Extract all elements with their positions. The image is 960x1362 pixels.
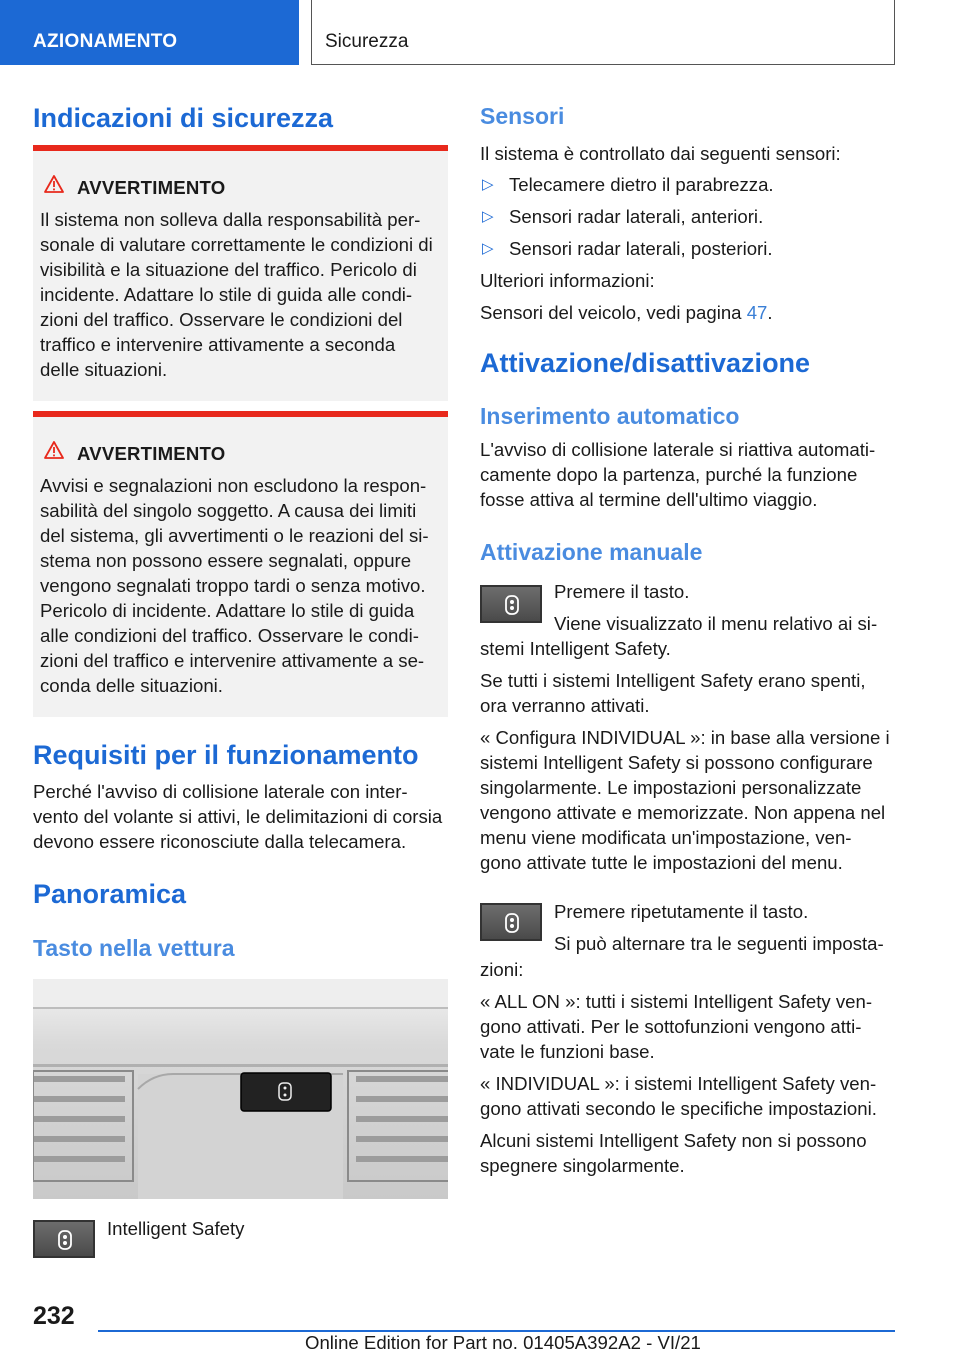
- alternate-text-cont: zioni:: [480, 959, 524, 980]
- more-info-label: Ulteriori informazioni:: [480, 270, 655, 291]
- press-key-text: Premere il tasto.: [554, 581, 690, 602]
- topic-header: Sicurezza: [311, 0, 895, 65]
- section-title-safety: Indicazioni di sicurezza: [33, 103, 334, 133]
- intelligent-safety-button-icon: [480, 585, 542, 623]
- intelligent-safety-button-icon: [33, 1220, 95, 1258]
- warning-text: Il sistema non solleva dalla responsabilità per- sonale di valutare correttamente le condizioni di visibilità e la situazione del traffico. Pericolo di incidente. Adattare lo stile di guida alle condi- zioni del traffico. Osservare le condizioni del traffico e intervenire attivamente a seconda delle situazioni.: [40, 209, 433, 380]
- dashboard-button-photo: [33, 979, 448, 1199]
- section-title-overview: Panoramica: [33, 879, 187, 909]
- warning-triangle-icon: [44, 175, 64, 193]
- subsection-title-button: Tasto nella vettura: [33, 935, 235, 961]
- all-off-text: Se tutti i sistemi Intelligent Safety erano spenti, ora verranno attivati.: [480, 670, 866, 716]
- warning-label: AVVERTIMENTO: [77, 177, 226, 198]
- requirements-text: Perché l'avviso di collisione laterale con inter- vento del volante si attivi, le delimitazioni di corsia devono essere riconosciute dalla telecamera.: [33, 781, 443, 852]
- intelligent-safety-button-icon: [480, 903, 542, 941]
- edition-note: Online Edition for Part no. 01405A392A2 - VI/21: [305, 1332, 701, 1353]
- configure-text: « Configura INDIVIDUAL »: in base alla versione i sistemi Intelligent Safety si possono configurare singolarmente. Le impostazioni personalizzate vengono attivate e memorizzate. Non appena nel menu viene modificata un'impostazione, ven- gono attivate tutte le impostazioni del menu.: [480, 727, 890, 873]
- triangle-bullet-icon: ▷: [482, 240, 494, 257]
- list-item: ▷ Telecamere dietro il parabrezza.: [482, 174, 774, 195]
- page-link[interactable]: 47: [746, 302, 768, 323]
- individual-text: « INDIVIDUAL »: i sistemi Intelligent Safety ven- gono attivati secondo le specifiche impostazioni.: [480, 1073, 877, 1119]
- warning-label: AVVERTIMENTO: [77, 443, 226, 464]
- auto-text: L'avviso di collisione laterale si riattiva automati- camente dopo la partenza, purché la funzione fosse attiva al termine dell'ultimo viaggio.: [480, 439, 876, 510]
- subsection-title-sensors: Sensori: [480, 103, 565, 129]
- some-systems-text: Alcuni sistemi Intelligent Safety non si possono spegnere singolarmente.: [480, 1130, 867, 1176]
- page-number: 232: [33, 1302, 75, 1330]
- subsection-title-auto: Inserimento automatico: [480, 403, 740, 429]
- section-title-requirements: Requisiti per il funzionamento: [33, 740, 419, 770]
- list-item: ▷ Sensori radar laterali, anteriori.: [482, 206, 764, 227]
- triangle-bullet-icon: ▷: [482, 208, 494, 225]
- press-repeat-text: Premere ripetutamente il tasto.: [554, 901, 809, 922]
- warning-triangle-icon: [44, 441, 64, 459]
- menu-shown-text: Viene visualizzato il menu relativo ai si-: [554, 613, 878, 634]
- warning-text: Avvisi e segnalazioni non escludono la respon- sabilità del singolo soggetto. A causa dei limiti del sistema, gli avvertimenti o le reazioni del si- stema non possono essere segnalati, oppure vengono segnalati troppo tardi o senza motivo. Pericolo di incidente. Adattare lo stile di guida alle condizioni del traffico. Osservare le condi- zioni del traffico e intervenire attivamente a se- conda delle situazioni.: [40, 475, 429, 696]
- menu-shown-text-cont: stemi Intelligent Safety.: [480, 638, 671, 659]
- more-info-ref: Sensori del veicolo, vedi pagina 47.: [480, 302, 773, 323]
- list-item: ▷ Sensori radar laterali, posteriori.: [482, 238, 773, 259]
- warning-box-1: [33, 145, 448, 401]
- all-on-text: « ALL ON »: tutti i sistemi Intelligent Safety ven- gono attivati. Per le sottofunzioni vengono atti- vate le funzioni base.: [480, 991, 873, 1062]
- warning-box-2: [33, 411, 448, 717]
- triangle-bullet-icon: ▷: [482, 176, 494, 193]
- chapter-tab: AZIONAMENTO: [0, 0, 299, 65]
- subsection-title-manual: Attivazione manuale: [480, 539, 703, 565]
- alternate-text: Si può alternare tra le seguenti imposta-: [554, 933, 884, 954]
- section-title-activation: Attivazione/disattivazione: [480, 348, 811, 378]
- sensors-intro: Il sistema è controllato dai seguenti sensori:: [480, 143, 841, 164]
- button-caption: Intelligent Safety: [107, 1218, 245, 1239]
